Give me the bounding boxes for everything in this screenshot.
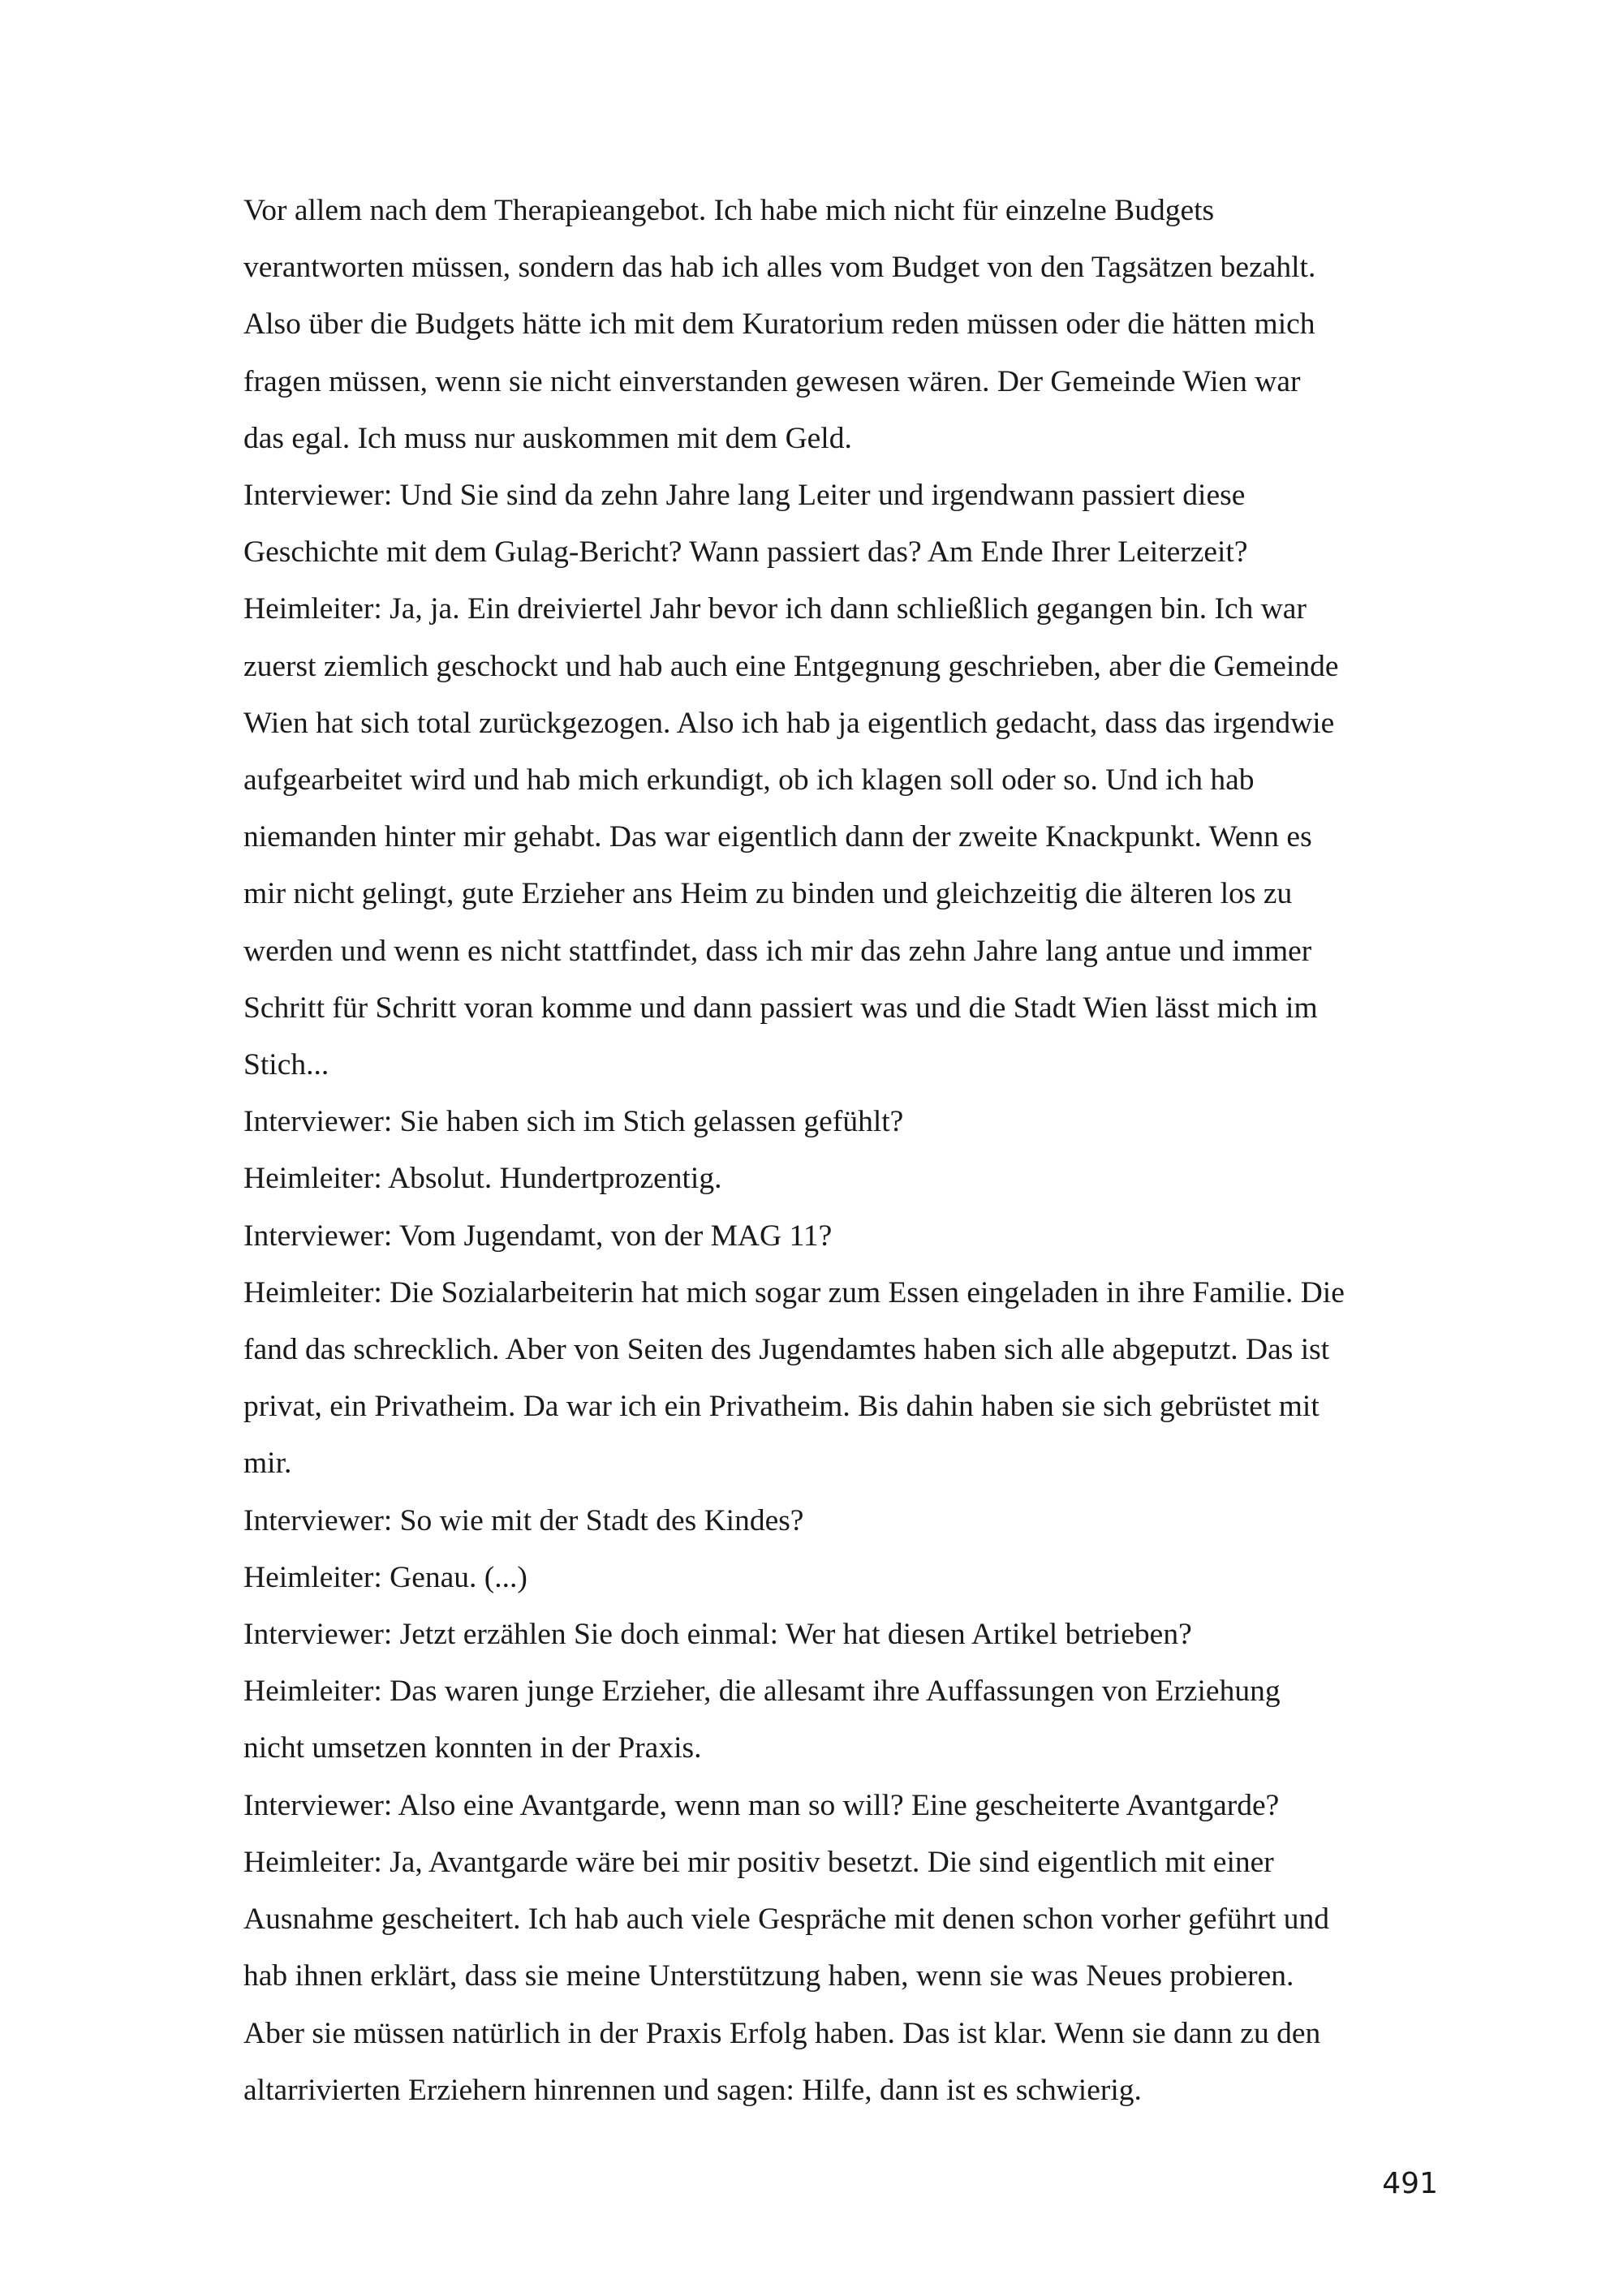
text-line: niemanden hinter mir gehabt. Das war eigentlich dann der zweite Knackpunkt. Wenn es bbox=[243, 820, 1312, 854]
text-line: Heimleiter: Genau. (...) bbox=[243, 1560, 527, 1594]
text-line: altarrivierten Erziehern hinrennen und sagen: Hilfe, dann ist es schwierig. bbox=[243, 2073, 1142, 2107]
text-line: Heimleiter: Ja, ja. Ein dreiviertel Jahr bevor ich dann schließlich gegangen bin. Ich war bbox=[243, 592, 1307, 626]
page-number: 491 bbox=[1382, 2167, 1438, 2200]
text-line: Interviewer: Und Sie sind da zehn Jahre lang Leiter und irgendwann passiert diese bbox=[243, 479, 1246, 513]
text-line: Heimleiter: Das waren junge Erzieher, die allesamt ihre Auffassungen von Erziehung bbox=[243, 1675, 1281, 1709]
text-line: Heimleiter: Ja, Avantgarde wäre bei mir positiv besetzt. Die sind eigentlich mit einer bbox=[243, 1845, 1274, 1879]
text-line: zuerst ziemlich geschockt und hab auch eine Entgegnung geschrieben, aber die Gemeinde bbox=[243, 649, 1339, 683]
text-line: hab ihnen erklärt, dass sie meine Unterstützung haben, wenn sie was Neues probieren. bbox=[243, 1959, 1294, 1993]
text-line: Interviewer: Jetzt erzählen Sie doch einmal: Wer hat diesen Artikel betrieben? bbox=[243, 1618, 1192, 1652]
text-line: mir. bbox=[243, 1447, 292, 1481]
text-line: Also über die Budgets hätte ich mit dem Kuratorium reden müssen oder die hätten mich bbox=[243, 307, 1315, 342]
text-line: Interviewer: Also eine Avantgarde, wenn man so will? Eine gescheiterte Avantgarde? bbox=[243, 1788, 1280, 1822]
text-line: verantworten müssen, sondern das hab ich alles vom Budget von den Tagsätzen bezahlt. bbox=[243, 251, 1316, 285]
text-line: Interviewer: Sie haben sich im Stich gelassen gefühlt? bbox=[243, 1105, 904, 1139]
text-line: Vor allem nach dem Therapieangebot. Ich habe mich nicht für einzelne Budgets bbox=[243, 194, 1215, 227]
text-line: Aber sie müssen natürlich in der Praxis Erfolg haben. Das ist klar. Wenn sie dann zu den bbox=[243, 2016, 1321, 2050]
text-line: Wien hat sich total zurückgezogen. Also ich hab ja eigentlich gedacht, dass das irgendwie bbox=[243, 706, 1335, 740]
text-line: Interviewer: Vom Jugendamt, von der MAG 11? bbox=[243, 1219, 833, 1253]
text-line: aufgearbeitet wird und hab mich erkundigt, ob ich klagen soll oder so. Und ich hab bbox=[243, 763, 1255, 798]
text-line: Geschichte mit dem Gulag-Bericht? Wann passiert das? Am Ende Ihrer Leiterzeit? bbox=[243, 535, 1248, 570]
text-line: privat, ein Privatheim. Da war ich ein Privatheim. Bis dahin haben sie sich gebrüstet mit bbox=[243, 1390, 1319, 1424]
text-line: Heimleiter: Die Sozialarbeiterin hat mich sogar zum Essen eingeladen in ihre Familie. Die bbox=[243, 1275, 1345, 1309]
text-line: Ausnahme gescheitert. Ich hab auch viele Gespräche mit denen schon vorher geführt und bbox=[243, 1903, 1330, 1937]
body-text bbox=[243, 183, 1461, 2119]
text-line: Schritt für Schritt voran komme und dann passiert was und die Stadt Wien lässt mich im bbox=[243, 991, 1318, 1025]
text-line: Stich... bbox=[243, 1048, 329, 1082]
text-line: Interviewer: So wie mit der Stadt des Kindes? bbox=[243, 1503, 804, 1537]
text-line: fragen müssen, wenn sie nicht einverstanden gewesen wären. Der Gemeinde Wien war bbox=[243, 364, 1301, 398]
text-line: nicht umsetzen konnten in der Praxis. bbox=[243, 1731, 702, 1765]
text-line: fand das schrecklich. Aber von Seiten des Jugendamtes haben sich alle abgeputzt. Das ist bbox=[243, 1333, 1330, 1367]
text-line: werden und wenn es nicht stattfindet, dass ich mir das zehn Jahre lang antue und immer bbox=[243, 934, 1312, 968]
text-line: das egal. Ich muss nur auskommen mit dem Geld. bbox=[243, 421, 852, 455]
text-line: Heimleiter: Absolut. Hundertprozentig. bbox=[243, 1162, 722, 1196]
text-line: mir nicht gelingt, gute Erzieher ans Heim zu binden und gleichzeitig die älteren los zu bbox=[243, 877, 1293, 911]
